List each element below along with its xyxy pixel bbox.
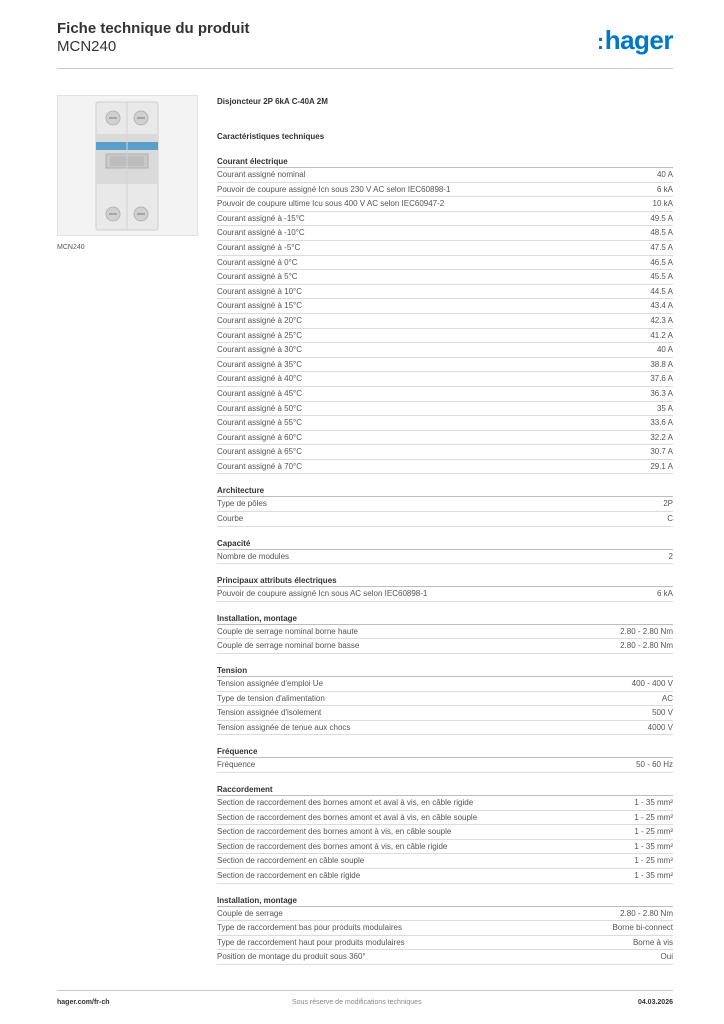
page-header <box>57 20 673 68</box>
spec-label: Section de raccordement des bornes amont et aval à vis, en câble rigide <box>217 798 474 807</box>
spec-label: Courant assigné nominal <box>217 170 306 179</box>
spec-value: 2 <box>668 551 673 561</box>
spec-value: 44.5 A <box>650 286 673 296</box>
footer-divider <box>57 990 673 991</box>
section-title: Installation, montage <box>217 612 673 625</box>
spec-label: Courant assigné à 10°C <box>217 286 303 296</box>
spec-value: AC <box>661 693 673 703</box>
spec-value: 36.3 A <box>650 388 673 398</box>
spec-row <box>217 460 673 475</box>
spec-value: Borne bi-connect <box>612 923 673 933</box>
spec-row <box>217 854 673 869</box>
spec-value: 40 A <box>656 170 673 179</box>
spec-value: 500 V <box>652 708 673 718</box>
spec-row <box>217 285 673 300</box>
spec-row <box>217 241 673 256</box>
spec-label: Section de raccordement en câble souple <box>217 856 365 866</box>
spec-label: Type de raccordement bas pour produits modulaires <box>217 923 402 933</box>
spec-label: Courant assigné à 30°C <box>217 345 303 355</box>
spec-row <box>217 343 673 358</box>
spec-value: Borne à vis <box>632 937 673 947</box>
spec-row <box>217 270 673 285</box>
spec-label: Couple de serrage nominal borne basse <box>217 641 360 651</box>
spec-label: Courant assigné à 45°C <box>217 388 303 398</box>
spec-row <box>217 639 673 654</box>
spec-value: 1 - 25 mm² <box>634 856 673 866</box>
section-title: Capacité <box>217 537 673 550</box>
spec-row <box>217 387 673 402</box>
spec-value: 48.5 A <box>650 228 673 238</box>
spec-row <box>217 869 673 884</box>
spec-value: C <box>667 514 673 524</box>
spec-row <box>217 721 673 736</box>
spec-label: Courant assigné à 50°C <box>217 403 303 413</box>
section-title: Tension <box>217 664 673 677</box>
spec-label: Courant assigné à 0°C <box>217 257 298 267</box>
spec-value: 35 A <box>656 403 673 413</box>
spec-label: Position de montage du produit sous 360° <box>217 952 366 962</box>
spec-value: 41.2 A <box>650 330 673 340</box>
spec-row <box>217 299 673 314</box>
spec-row <box>217 168 673 183</box>
spec-value: 40 A <box>656 345 673 355</box>
spec-row <box>217 445 673 460</box>
spec-label: Couple de serrage nominal borne haute <box>217 626 358 636</box>
spec-value: 32.2 A <box>650 432 673 442</box>
spec-row <box>217 811 673 826</box>
spec-label: Courant assigné à 15°C <box>217 301 303 311</box>
spec-row <box>217 936 673 951</box>
spec-value: 45.5 A <box>650 272 673 282</box>
spec-label: Fréquence <box>217 760 256 770</box>
section-title: Courant électrique <box>217 155 673 168</box>
spec-section <box>217 537 673 565</box>
footer-note: Sous réserve de modifications techniques <box>292 999 422 1006</box>
spec-row <box>217 950 673 965</box>
spec-label: Section de raccordement en câble rigide <box>217 870 361 880</box>
spec-row <box>217 431 673 446</box>
spec-value: 6 kA <box>656 184 673 194</box>
spec-row <box>217 372 673 387</box>
spec-row <box>217 512 673 527</box>
document-title: Fiche technique du produit <box>57 20 250 37</box>
spec-row <box>217 706 673 721</box>
section-title: Installation, montage <box>217 894 673 907</box>
circuit-breaker-icon <box>58 96 197 235</box>
spec-row <box>217 497 673 512</box>
spec-row <box>217 358 673 373</box>
spec-value: Oui <box>660 952 673 962</box>
spec-row <box>217 226 673 241</box>
spec-row <box>217 796 673 811</box>
spec-row <box>217 692 673 707</box>
spec-section <box>217 894 673 965</box>
spec-label: Courbe <box>217 514 244 524</box>
section-title: Raccordement <box>217 783 673 796</box>
spec-label: Courant assigné à 35°C <box>217 359 303 369</box>
spec-row <box>217 416 673 431</box>
spec-value: 400 - 400 V <box>631 679 673 689</box>
spec-row <box>217 758 673 773</box>
spec-value: 2.80 - 2.80 Nm <box>620 626 673 636</box>
logo-dots-icon: : <box>596 29 604 54</box>
spec-section <box>217 574 673 602</box>
spec-value: 2.80 - 2.80 Nm <box>620 908 673 918</box>
spec-value: 47.5 A <box>650 242 673 252</box>
spec-row <box>217 197 673 212</box>
spec-label: Tension assignée de tenue aux chocs <box>217 722 351 732</box>
spec-row <box>217 907 673 922</box>
spec-label: Section de raccordement des bornes amont à vis, en câble rigide <box>217 841 448 851</box>
spec-row <box>217 314 673 329</box>
spec-row <box>217 402 673 417</box>
spec-row <box>217 825 673 840</box>
spec-row <box>217 587 673 602</box>
footer-url[interactable]: hager.com/fr-ch <box>57 999 110 1006</box>
spec-content <box>217 96 673 965</box>
spec-row <box>217 840 673 855</box>
section-title: Principaux attributs électriques <box>217 574 673 587</box>
spec-label: Pouvoir de coupure assigné Icn sous 230 V AC selon IEC60898-1 <box>217 184 451 194</box>
spec-value: 6 kA <box>656 589 673 599</box>
spec-value: 2.80 - 2.80 Nm <box>620 641 673 651</box>
spec-label: Courant assigné à -5°C <box>217 242 301 252</box>
spec-label: Nombre de modules <box>217 551 290 561</box>
spec-label: Pouvoir de coupure ultime Icu sous 400 V AC selon IEC60947-2 <box>217 199 445 209</box>
spec-label: Courant assigné à 65°C <box>217 447 303 457</box>
spec-value: 50 - 60 Hz <box>636 760 673 770</box>
spec-label: Courant assigné à 20°C <box>217 315 303 325</box>
spec-row <box>217 329 673 344</box>
section-title: Architecture <box>217 484 673 497</box>
spec-label: Courant assigné à 25°C <box>217 330 303 340</box>
spec-value: 49.5 A <box>650 213 673 223</box>
spec-value: 1 - 25 mm² <box>634 827 673 837</box>
spec-value: 29.1 A <box>650 461 673 471</box>
spec-row <box>217 921 673 936</box>
spec-section <box>217 612 673 654</box>
header-divider <box>57 68 673 69</box>
spec-row <box>217 183 673 198</box>
spec-value: 30.7 A <box>650 447 673 457</box>
spec-label: Couple de serrage <box>217 908 283 918</box>
section-title: Fréquence <box>217 745 673 758</box>
spec-label: Section de raccordement des bornes amont et aval à vis, en câble souple <box>217 812 478 822</box>
spec-label: Pouvoir de coupure assigné Icn sous AC selon IEC60898-1 <box>217 589 428 599</box>
spec-label: Tension assignée d'isolement <box>217 708 322 718</box>
spec-row <box>217 677 673 692</box>
spec-row <box>217 625 673 640</box>
spec-row <box>217 212 673 227</box>
spec-value: 42.3 A <box>650 315 673 325</box>
spec-value: 1 - 35 mm² <box>634 841 673 851</box>
spec-label: Courant assigné à -15°C <box>217 213 305 223</box>
spec-value: 43.4 A <box>650 301 673 311</box>
spec-value: 2P <box>663 499 673 509</box>
spec-row <box>217 256 673 271</box>
spec-label: Courant assigné à 40°C <box>217 374 303 384</box>
spec-label: Section de raccordement des bornes amont à vis, en câble souple <box>217 827 452 837</box>
spec-label: Tension assignée d'emploi Ue <box>217 679 324 689</box>
spec-value: 38.8 A <box>650 359 673 369</box>
footer-date: 04.03.2026 <box>637 999 673 1006</box>
spec-value: 37.6 A <box>650 374 673 384</box>
spec-row <box>217 550 673 565</box>
document-subtitle: MCN240 <box>57 38 117 55</box>
spec-value: 1 - 25 mm² <box>634 812 673 822</box>
spec-label: Type de pôles <box>217 499 267 509</box>
spec-label: Type de tension d'alimentation <box>217 693 325 703</box>
spec-value: 1 - 35 mm² <box>634 870 673 880</box>
product-name: Disjoncteur 2P 6kA C-40A 2M <box>217 97 328 106</box>
spec-section <box>217 664 673 735</box>
spec-value: 4000 V <box>647 722 673 732</box>
spec-value: 33.6 A <box>650 418 673 428</box>
spec-value: 46.5 A <box>650 257 673 267</box>
logo-text: hager <box>604 25 673 55</box>
product-image-caption: MCN240 <box>57 244 85 251</box>
spec-label: Courant assigné à 70°C <box>217 461 303 471</box>
hager-logo <box>597 26 673 56</box>
specs-heading: Caractéristiques techniques <box>217 132 325 141</box>
product-image <box>57 95 198 236</box>
spec-label: Courant assigné à 60°C <box>217 432 303 442</box>
spec-value: 1 - 35 mm² <box>634 798 673 807</box>
spec-section <box>217 783 673 884</box>
spec-section <box>217 484 673 526</box>
spec-label: Courant assigné à 55°C <box>217 418 303 428</box>
spec-value: 10 kA <box>652 199 673 209</box>
spec-label: Courant assigné à 5°C <box>217 272 298 282</box>
spec-sections <box>217 155 673 965</box>
spec-label: Type de raccordement haut pour produits modulaires <box>217 937 405 947</box>
spec-label: Courant assigné à -10°C <box>217 228 305 238</box>
spec-section <box>217 155 673 474</box>
spec-section <box>217 745 673 773</box>
